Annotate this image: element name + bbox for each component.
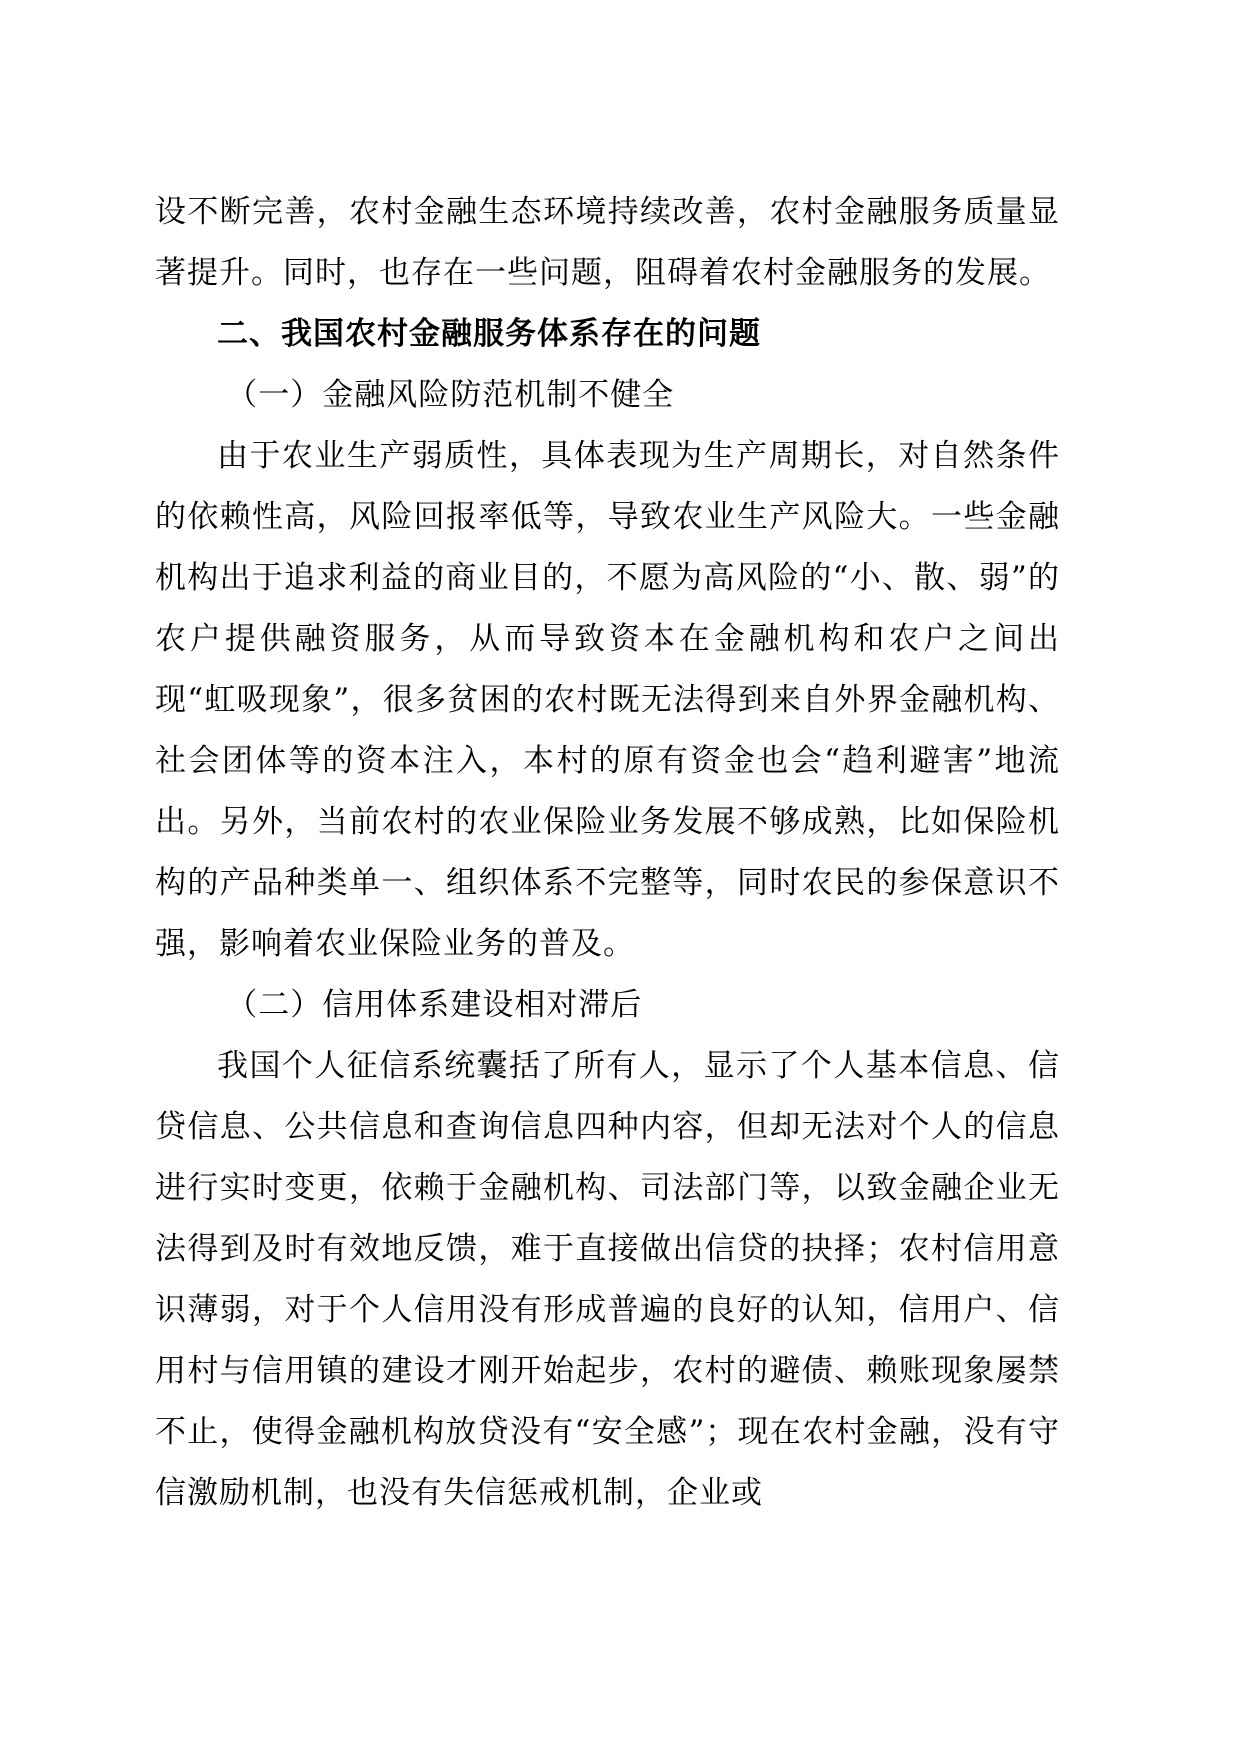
section-heading: 二、我国农村金融服务体系存在的问题 bbox=[217, 316, 761, 352]
document-body bbox=[155, 182, 1060, 1524]
subsection-heading: （一）金融风险防范机制不健全 bbox=[226, 377, 675, 413]
paragraph: 我国个人征信系统囊括了所有人，显示了个人基本信息、信贷信息、公共信息和查询信息四种内容，但却无法对个人的信息进行实时变更，依赖于金融机构、司法部门等，以致金融企业无法得到及时有效地反馈，难于直接做出信贷的抉择；农村信用意识薄弱，对于个人信用没有形成普遍的良好的认知，信用户、信用村与信用镇的建设才刚开始起步，农村的避债、赖账现象屡禁不止，使得金融机构放贷没有“安全感”；现在农村金融，没有守信激励机制，也没有失信惩戒机制，企业或 bbox=[155, 1048, 1060, 1511]
paragraph: 由于农业生产弱质性，具体表现为生产周期长，对自然条件的依赖性高，风险回报率低等，导致农业生产风险大。一些金融机构出于追求利益的商业目的，不愿为高风险的“小、散、弱”的农户提供融资服务，从而导致资本在金融机构和农户之间出现“虹吸现象”，很多贫困的农村既无法得到来自外界金融机构、社会团体等的资本注入，本村的原有资金也会“趋利避害”地流出。另外，当前农村的农业保险业务发展不够成熟，比如保险机构的产品种类单一、组织体系不完整等，同时农民的参保意识不强，影响着农业保险业务的普及。 bbox=[155, 438, 1060, 962]
subsection-heading: （二）信用体系建设相对滞后 bbox=[226, 987, 643, 1023]
paragraph-continued: 设不断完善，农村金融生态环境持续改善，农村金融服务质量显著提升。同时，也存在一些问题，阻碍着农村金融服务的发展。 bbox=[155, 194, 1060, 291]
